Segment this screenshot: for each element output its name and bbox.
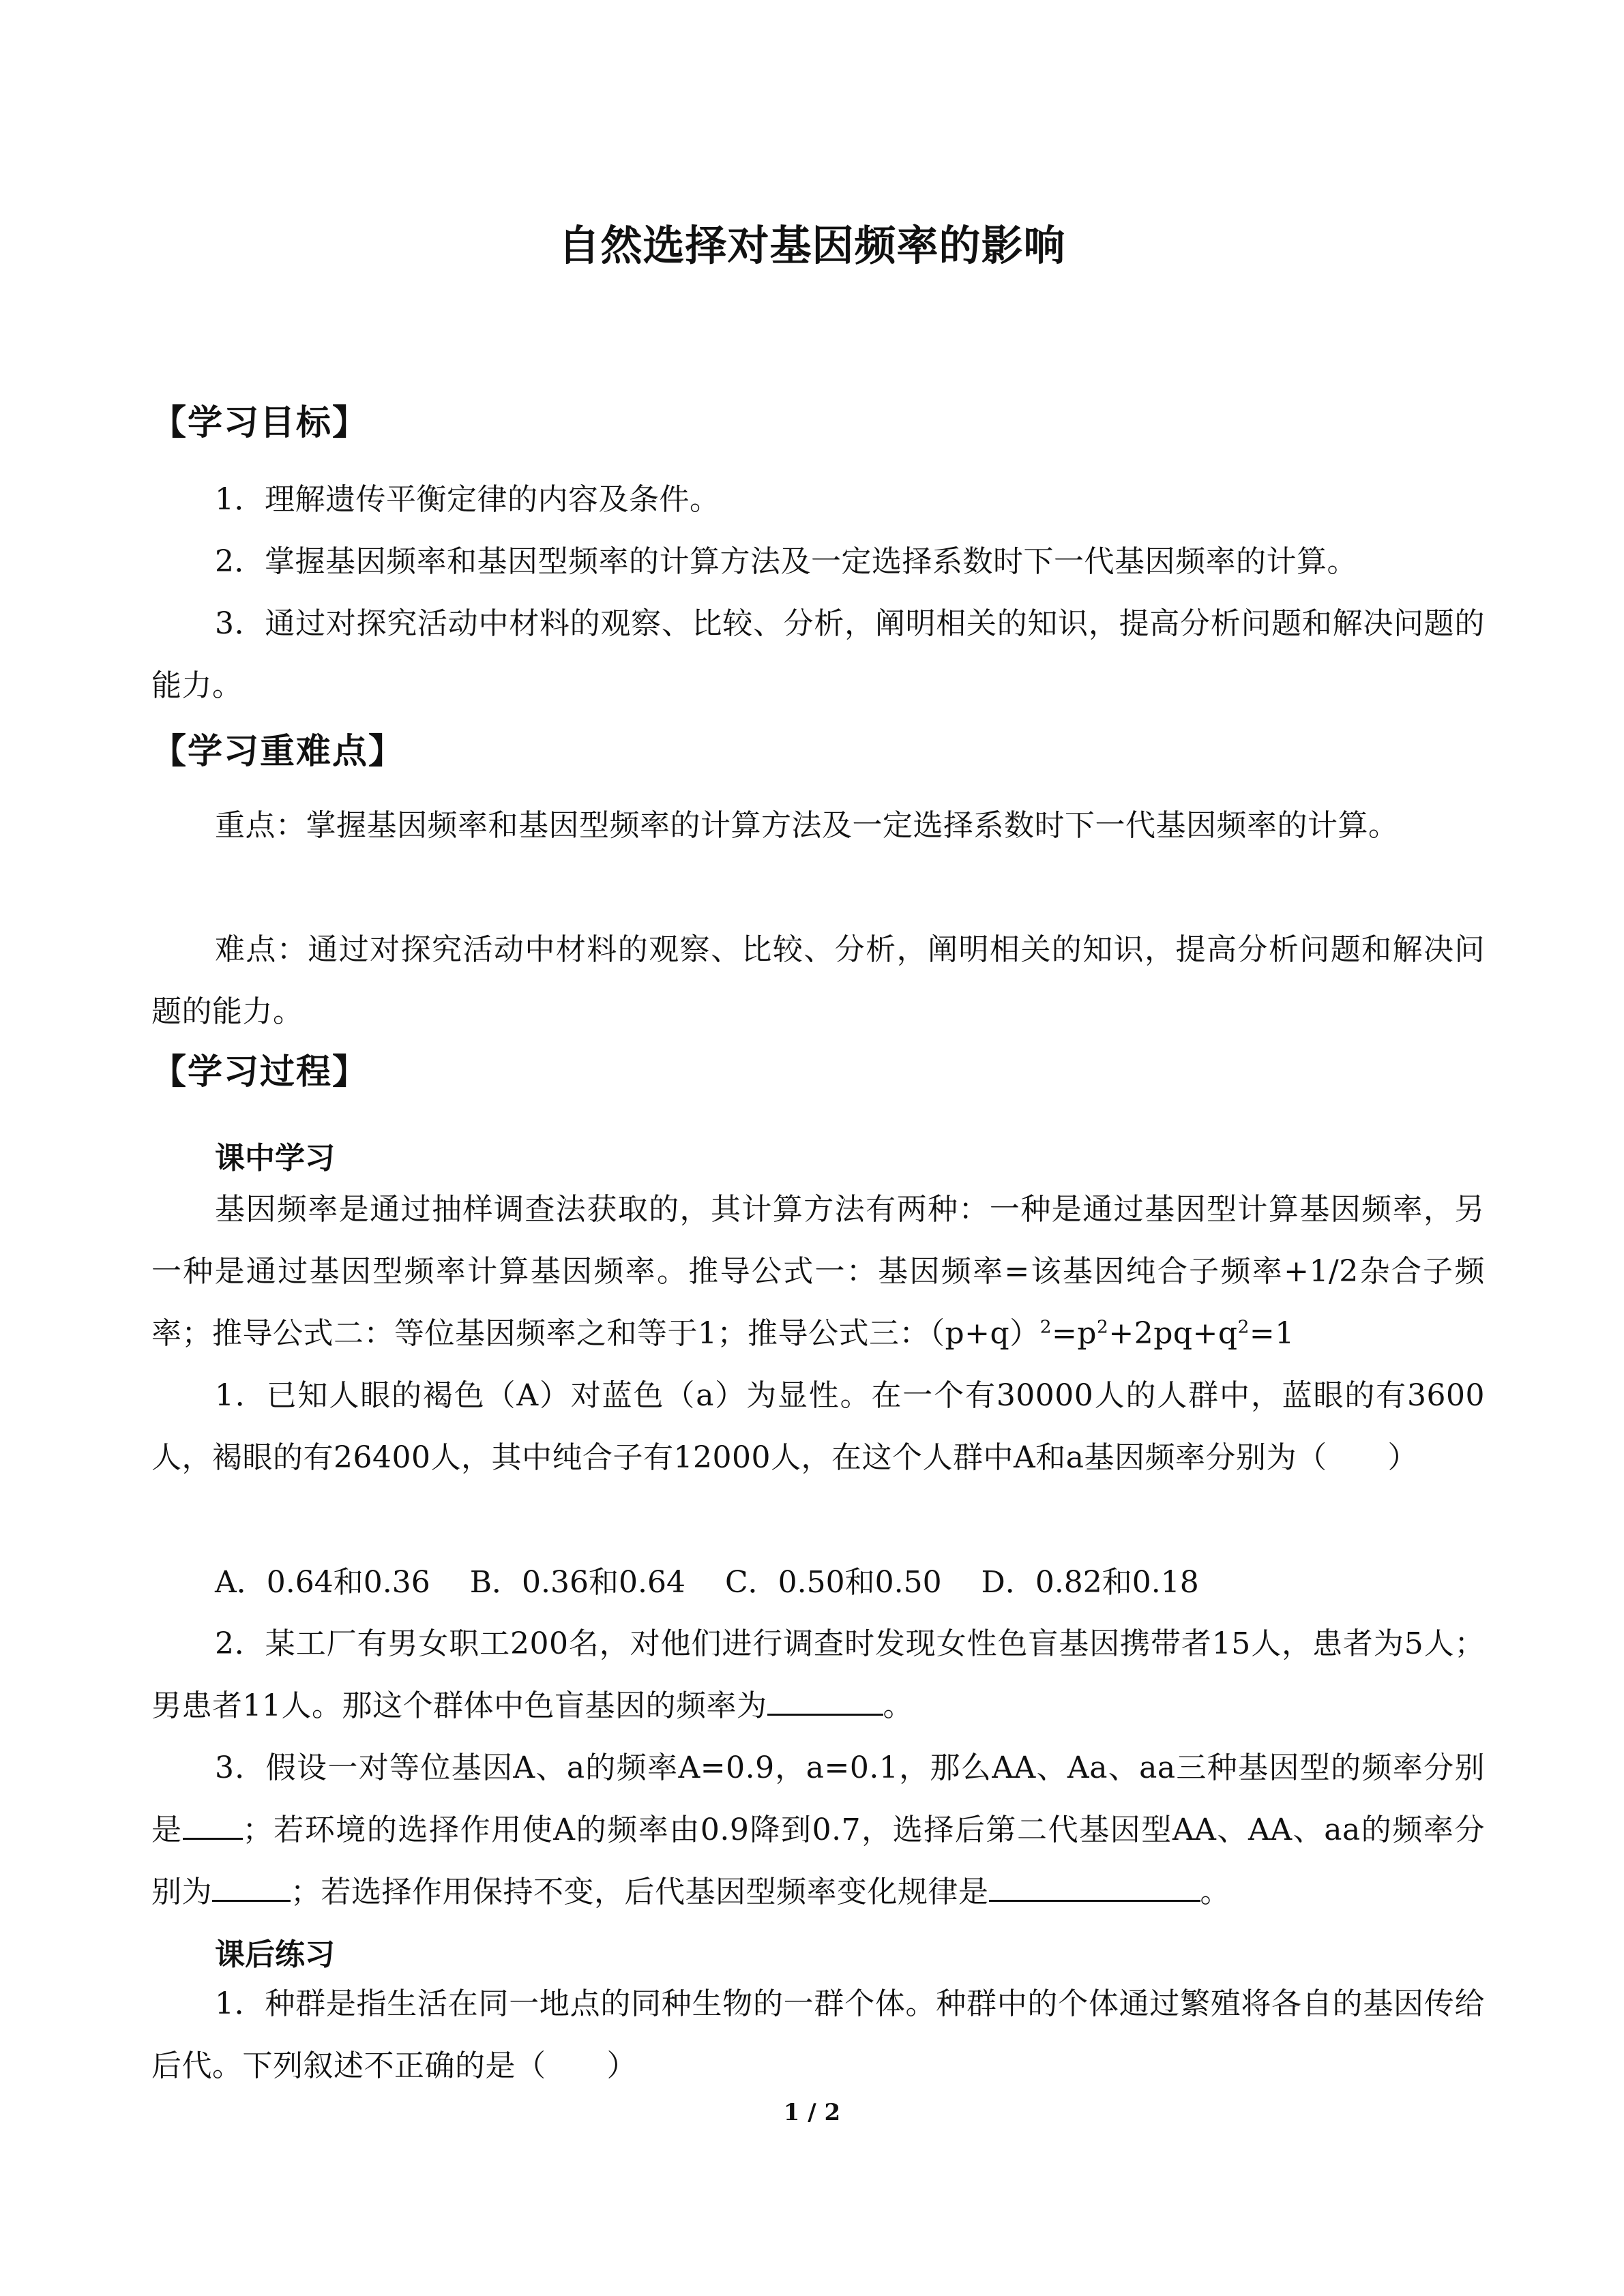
key-point: 重点：掌握基因频率和基因型频率的计算方法及一定选择系数时下一代基因频率的计算。 bbox=[215, 808, 1399, 843]
question-2-text: 2．某工厂有男女职工200名，对他们进行调查时发现女性色盲基因携带者15人，患者为5人；男患者11人。那这个群体中色盲基因的频率为 bbox=[151, 1626, 1485, 1723]
answer-blank[interactable] bbox=[212, 1870, 291, 1902]
in-class-heading: 课中学习 bbox=[215, 1141, 335, 1176]
exponent: 2 bbox=[1039, 1316, 1052, 1338]
formula-part: +2pq+q bbox=[1108, 1316, 1238, 1351]
formula-part: =1 bbox=[1249, 1316, 1295, 1351]
process-heading: 【学习过程】 bbox=[151, 1052, 369, 1092]
question-3-end: 。 bbox=[1200, 1875, 1230, 1909]
answer-blank[interactable] bbox=[767, 1684, 883, 1716]
answer-blank[interactable] bbox=[183, 1808, 243, 1840]
question-3 bbox=[151, 1737, 1485, 1923]
goal-item-1: 1．理解遗传平衡定律的内容及条件。 bbox=[215, 482, 720, 517]
goals-heading: 【学习目标】 bbox=[151, 403, 369, 443]
answer-blank[interactable] bbox=[989, 1870, 1200, 1902]
question-3-text-c: ；若选择作用保持不变，后代基因型频率变化规律是 bbox=[291, 1875, 989, 1909]
intro-paragraph bbox=[151, 1178, 1485, 1365]
document-title: 自然选择对基因频率的影响 bbox=[558, 222, 1066, 270]
question-2 bbox=[151, 1613, 1485, 1737]
exponent: 2 bbox=[1237, 1316, 1250, 1338]
question-1: 1．已知人眼的褐色（A）对蓝色（a）为显性。在一个有30000人的人群中，蓝眼的有3600人，褐眼的有26400人，其中纯合子有12000人，在这个人群中A和a基因频率分别为（ ） bbox=[151, 1378, 1485, 1475]
goal-item-3: 3．通过对探究活动中材料的观察、比较、分析，阐明相关的知识，提高分析问题和解决问题的能力。 bbox=[151, 606, 1485, 703]
question-1-options: A．0.64和0.36 B．0.36和0.64 C．0.50和0.50 D．0.82和0.18 bbox=[215, 1565, 1199, 1600]
practice-question-1: 1．种群是指生活在同一地点的同种生物的一群个体。种群中的个体通过繁殖将各自的基因传给后代。下列叙述不正确的是（ ） bbox=[151, 1986, 1485, 2083]
intro-text: 基因频率是通过抽样调查法获取的，其计算方法有两种：一种是通过基因型计算基因频率，另一种是通过基因型频率计算基因频率。推导公式一：基因频率=该基因纯合子频率+1/2杂合子频率；推导公式二：等位基因频率之和等于1；推导公式三：（p+q） bbox=[151, 1192, 1485, 1351]
difficult-point: 难点：通过对探究活动中材料的观察、比较、分析，阐明相关的知识，提高分析问题和解决问题的能力。 bbox=[151, 932, 1485, 1029]
question-3-text-a: 3．假设一对等位基因A、a的频率A=0.9，a=0.1，那么AA、Aa、aa三种基因型的频率分别是 bbox=[151, 1750, 1485, 1847]
keypoints-heading: 【学习重难点】 bbox=[151, 732, 405, 772]
goal-item-2: 2．掌握基因频率和基因型频率的计算方法及一定选择系数时下一代基因频率的计算。 bbox=[215, 544, 1357, 579]
formula-part: =p bbox=[1052, 1316, 1097, 1351]
question-2-end: 。 bbox=[883, 1688, 913, 1723]
question-3-text-b: ；若环境的选择作用使A的频率由0.9降到0.7，选择后第二代基因型AA、AA、aa的频率分别为 bbox=[151, 1813, 1485, 1909]
page-number: 1 / 2 bbox=[783, 2099, 841, 2126]
exponent: 2 bbox=[1097, 1316, 1109, 1338]
after-class-heading: 课后练习 bbox=[215, 1937, 335, 1972]
